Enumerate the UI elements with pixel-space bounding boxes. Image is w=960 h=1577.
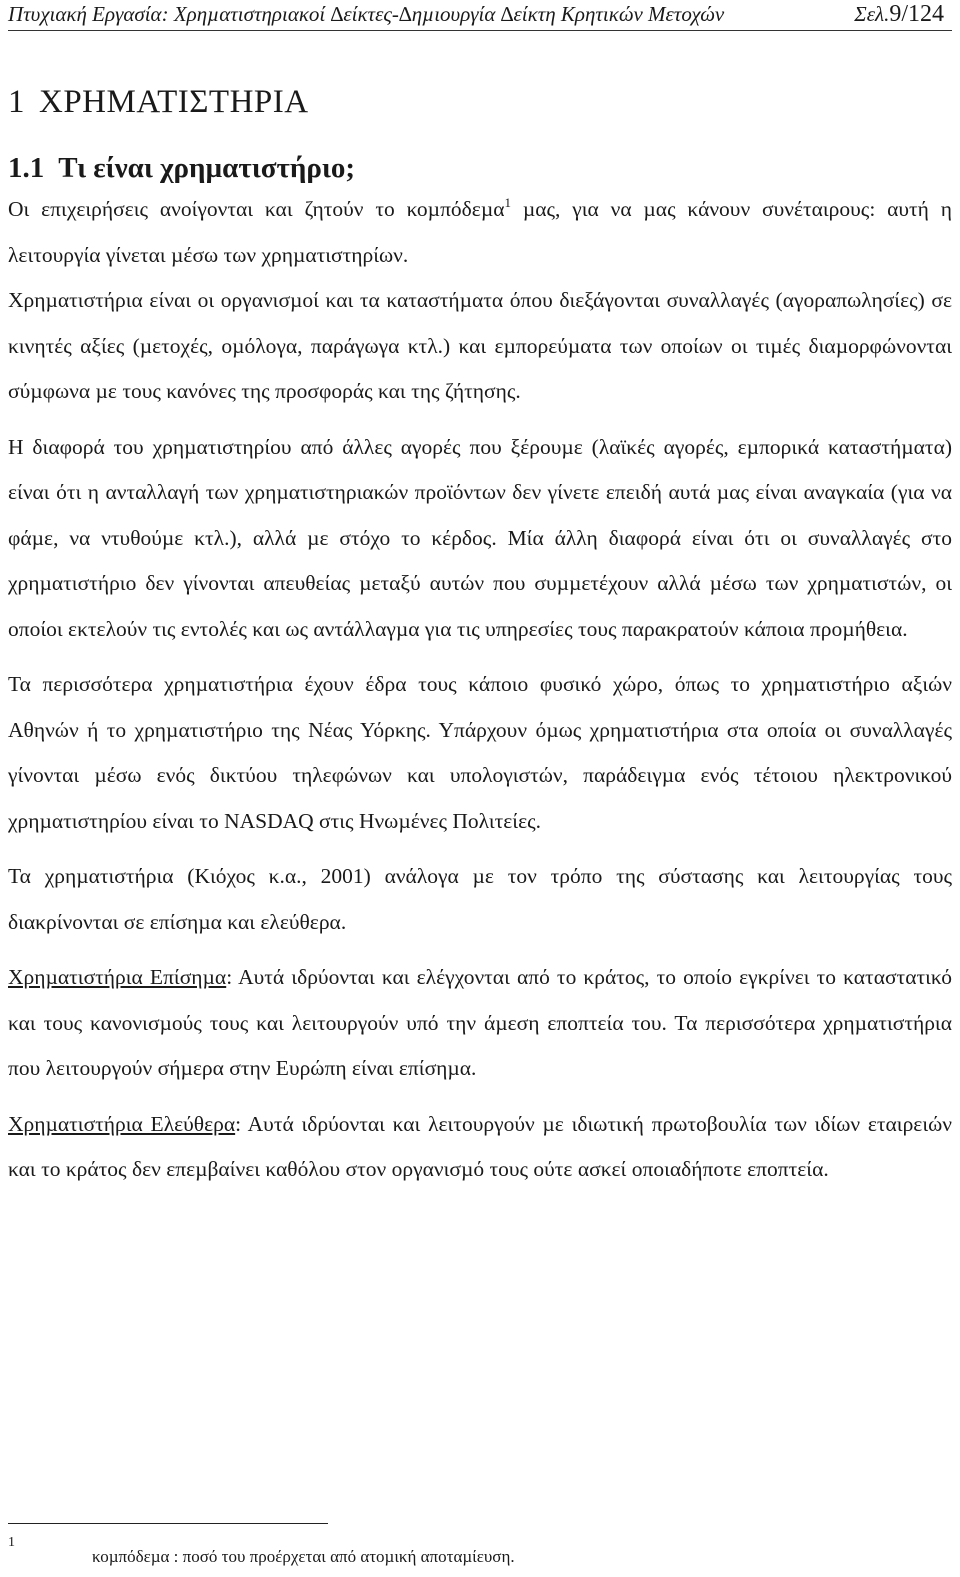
chapter-heading [8, 82, 309, 122]
body-text [8, 187, 952, 1193]
paragraph-locations: Τα περισσότερα χρηµατιστήρια έχουν έδρα τους κάποιο φυσικό χώρο, όπως το χρηµατιστήριο αξιών Αθηνών ή το χρηµατιστήριο της Νέας Υόρκης. Υπάρχουν όµως χρηµατιστήρια στα οποία οι συναλλαγές γίνονται µέσω ενός δικτύου τηλεφώνων και υπολογιστών, παράδειγµα ενός τέτοιου ηλεκτρονικού χρηµατιστηρίου είναι το NASDAQ στις Ηνωµένες Πολιτείες. [8, 672, 952, 833]
paragraph-free-exchanges: Χρηµατιστήρια Ελεύθερα: Αυτά ιδρύονται και λειτουργούν µε ιδιωτική πρωτοβουλία των ιδίων εταιρειών και το κράτος δεν επεµβαίνει καθόλου στον οργανισµό τους ούτε ασκεί οποιαδήποτε εποπτεία. [8, 1111, 952, 1181]
footnote-text: κοµπόδεµα : ποσό του προέρχεται από ατοµική αποταµίευση. [92, 1547, 515, 1566]
page-label: Σελ. [854, 2, 890, 26]
chapter-number: 1 [8, 84, 25, 120]
paragraph-official-exchanges: Χρηµατιστήρια Επίσηµα: Αυτά ιδρύονται και ελέγχονται από το κράτος, το οποίο εγκρίνει το καταστατικό και τους κανονισµούς τους και λειτουργούν υπό την άµεση εποπτεία του. Τα περισσότερα χρηµατιστήρια που λειτουργούν σήµερα στην Ευρώπη είναι επίσηµα. [8, 965, 952, 1080]
footnote-reference[interactable]: 1 [504, 195, 511, 210]
footnote-mark: 1 [8, 1535, 15, 1550]
header-page-indicator [854, 1, 944, 27]
term-official: Χρηµατιστήρια Επίσηµα [8, 965, 227, 989]
paragraph-intro: Οι επιχειρήσεις ανοίγονται και ζητούν το κοµπόδεµα$^1$ µας, για να µας κάνουν συνέταιρους: αυτή η λειτουργία γίνεται µέσω των χρηµατιστηρίων. [8, 195, 953, 267]
footnote-separator [8, 1523, 328, 1524]
paragraph-differences: Η διαφορά του χρηµατιστηρίου από άλλες αγορές που ξέρουµε (λαϊκές αγορές, εµπορικά καταστήµατα) είναι ότι η ανταλλαγή των χρηµατιστηριακών προϊόντων δεν γίνετε επειδή αυτά µας είναι αναγκαία (για να φάµε, να ντυθούµε κτλ.), αλλά µε στόχο το κέρδος. Μία άλλη διαφορά είναι ότι οι συναλλαγές στο χρηµατιστήριο δεν γίνονται απευθείας µεταξύ αυτών που συµµετέχουν αλλά µέσω των χρηµατιστών, οι οποίοι εκτελούν τις εντολές και ως αντάλλαγµα για τις υπηρεσίες τους παρακρατούν κάποια προµήθεια. [8, 434, 952, 641]
term-free: Χρηµατιστήρια Ελεύθερα [8, 1111, 236, 1136]
paragraph-definition: Χρηµατιστήρια είναι οι οργανισµοί και τα καταστήµατα όπου διεξάγονται συναλλαγές (αγοραπωλησίες) σε κινητές αξίες (µετοχές, οµόλογα, παράγωγα κτλ.) και εµπορεύµατα των οποίων οι τιµές διαµορφώνονται σύµφωνα µε τους κανόνες της προσφοράς και της ζήτησης. [8, 288, 952, 403]
header-title: Πτυχιακή Εργασία: Χρηµατιστηριακοί ∆είκτες-∆ηµιουργία ∆είκτη Κρητικών Μετοχών [8, 2, 725, 26]
section-title: Τι είναι χρηµατιστήριο; [58, 152, 355, 184]
page-number: 9/124 [889, 1, 944, 27]
paragraph-classification: Τα χρηµατιστήρια (Κιόχος κ.α., 2001) ανάλογα µε τον τρόπο της σύστασης και λειτουργίας τους διακρίνονται σε επίσηµα και ελεύθερα. [8, 864, 952, 934]
section-number: 1.1 [8, 152, 45, 184]
section-heading [8, 150, 355, 186]
chapter-title: ΧΡΗΜΑΤΙΣΤΗΡΙΑ [39, 84, 309, 120]
running-header [8, 0, 952, 31]
